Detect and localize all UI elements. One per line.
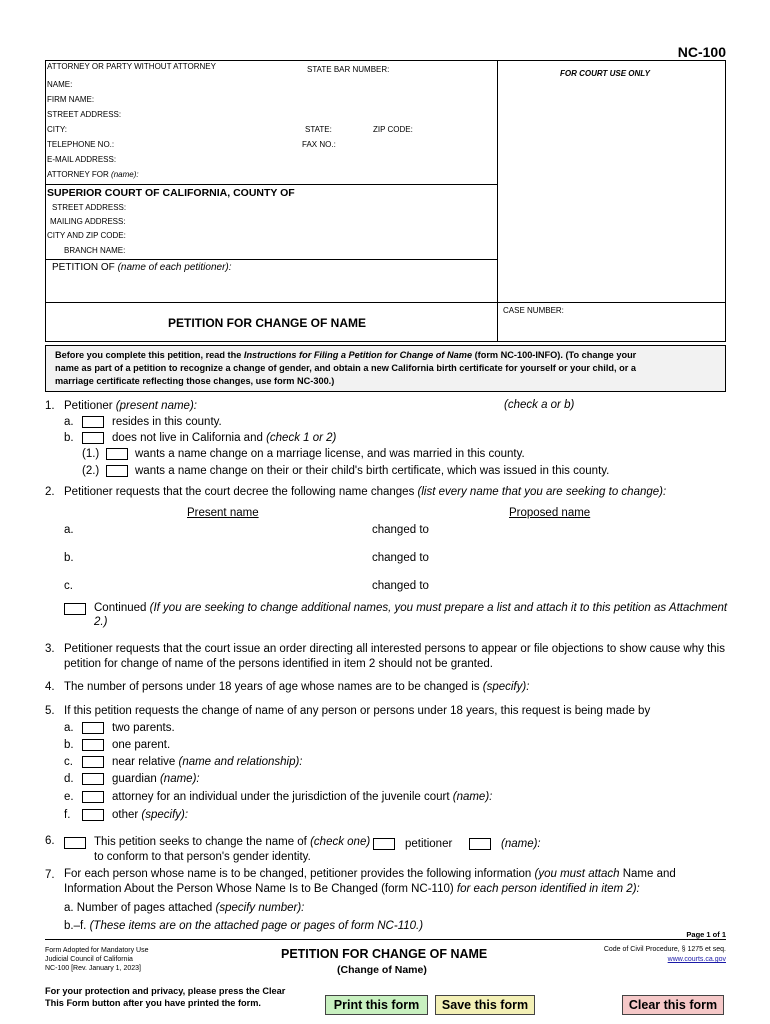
one-parent-text: one parent. — [112, 739, 171, 751]
continued-text-2: 2.) — [94, 616, 108, 628]
attorney-juvenile-text: attorney for an individual under the jurisdiction of the juvenile court (name): — [112, 791, 493, 803]
other-checkbox[interactable] — [82, 809, 104, 821]
case-number-label: CASE NUMBER: — [503, 306, 564, 315]
page-number: Page 1 of 1 — [686, 930, 726, 939]
save-form-button[interactable]: Save this form — [435, 995, 535, 1015]
item3-line-1: Petitioner requests that the court issue an order directing all interested persons to appear or file objections to show cause why this — [64, 643, 725, 655]
other-text: other (specify): — [112, 809, 189, 821]
clear-form-button[interactable]: Clear this form — [622, 995, 724, 1015]
state-label: STATE: — [305, 125, 332, 134]
footer-subtitle: (Change of Name) — [337, 964, 427, 976]
item6-line-2: to conform to that person's gender identity. — [94, 851, 311, 863]
attorney-juvenile-checkbox[interactable] — [82, 791, 104, 803]
attorney-label: ATTORNEY OR PARTY WITHOUT ATTORNEY — [47, 62, 216, 71]
petitioner-option: petitioner — [405, 838, 453, 850]
continued-text: Continued (If you are seeking to change additional names, you must prepare a list and attach it to this petition as Attachment — [94, 602, 728, 614]
state-bar-label: STATE BAR NUMBER: — [307, 65, 390, 74]
not-in-california-text: does not live in California and (check 1 or 2) — [112, 432, 337, 444]
resides-checkbox[interactable] — [82, 416, 104, 428]
name-row-a-letter: a. — [64, 524, 74, 536]
item5-text: If this petition requests the change of name of any person or persons under 18 years, this request is being made by — [64, 705, 651, 717]
form-adoption: Form Adopted for Mandatory Use Judicial Council of California NC-100 [Rev. January 1, 2023] — [45, 947, 149, 972]
caption-box — [45, 60, 726, 342]
mailing-label: MAILING ADDRESS: — [50, 217, 126, 226]
notice-line-3: marriage certificate reflecting those changes, use form NC-300.) — [55, 376, 335, 386]
attorney-for-label: ATTORNEY FOR (name): — [47, 170, 139, 179]
notice-line-1: Before you complete this petition, read the Instructions for Filing a Petition for Change of Name (form NC-100-INFO). (To change your — [55, 350, 637, 360]
firm-label: FIRM NAME: — [47, 95, 95, 104]
city-zip-label: CITY AND ZIP CODE: — [47, 231, 126, 240]
item2-number: 2. — [45, 486, 55, 498]
item6-text: This petition seeks to change the name of (check one) — [94, 836, 371, 848]
footer-title: PETITION FOR CHANGE OF NAME — [281, 947, 488, 961]
item6-number: 6. — [45, 835, 55, 847]
item1-check-hint: (check a or b) — [504, 399, 575, 411]
item5-number: 5. — [45, 705, 55, 717]
name-label: NAME: — [47, 80, 73, 89]
two-parents-checkbox[interactable] — [82, 722, 104, 734]
phone-label: TELEPHONE NO.: — [47, 140, 115, 149]
privacy-note: For your protection and privacy, please press the Clear This Form button after you have printed the form. — [45, 986, 286, 1008]
marriage-license-text: wants a name change on a marriage license, and was married in this county. — [135, 448, 525, 460]
resides-text: resides in this county. — [112, 416, 222, 428]
print-form-button[interactable]: Print this form — [325, 995, 428, 1015]
petitioner-checkbox[interactable] — [373, 838, 395, 850]
court-street-label: STREET ADDRESS: — [52, 203, 127, 212]
item7-line-2: Information About the Person Whose Name Is to Be Changed (form NC-110) for each person identified in item 2): — [64, 883, 640, 895]
email-label: E-MAIL ADDRESS: — [47, 155, 117, 164]
guardian-text: guardian (name): — [112, 773, 200, 785]
zip-label: ZIP CODE: — [373, 125, 413, 134]
page-title: PETITION FOR CHANGE OF NAME — [168, 316, 366, 330]
birth-certificate-checkbox[interactable] — [106, 465, 128, 477]
item3-line-2: petition for change of name of the persons identified in item 2 should not be granted. — [64, 658, 493, 670]
name-row-c-changed: changed to — [372, 580, 429, 592]
fax-label: FAX NO.: — [302, 140, 336, 149]
proposed-name-header: Proposed name — [509, 507, 591, 519]
continued-checkbox[interactable] — [64, 603, 86, 615]
item7-a: a. Number of pages attached (specify number): — [64, 902, 305, 914]
marriage-license-checkbox[interactable] — [106, 448, 128, 460]
branch-label: BRANCH NAME: — [64, 246, 126, 255]
name-row-b-changed: changed to — [372, 552, 429, 564]
name-row-a-changed: changed to — [372, 524, 429, 536]
court-title: SUPERIOR COURT OF CALIFORNIA, COUNTY OF — [47, 187, 295, 199]
court-use-label: FOR COURT USE ONLY — [560, 69, 650, 78]
item1-label: Petitioner (present name): — [64, 400, 197, 412]
item1-number: 1. — [45, 400, 55, 412]
name-option-checkbox[interactable] — [469, 838, 491, 850]
item4-text: The number of persons under 18 years of age whose names are to be changed is (specify): — [64, 681, 530, 693]
item3-number: 3. — [45, 643, 55, 655]
name-row-b-letter: b. — [64, 552, 74, 564]
guardian-checkbox[interactable] — [82, 773, 104, 785]
street-label: STREET ADDRESS: — [47, 110, 122, 119]
gender-identity-checkbox[interactable] — [64, 837, 86, 849]
item2-text: Petitioner requests that the court decree the following name changes (list every name that you are seeking to change): — [64, 486, 667, 498]
birth-certificate-text: wants a name change on their or their child's birth certificate, which was issued in this county. — [135, 465, 610, 477]
name-row-c-letter: c. — [64, 580, 73, 592]
present-name-header: Present name — [187, 507, 259, 519]
petition-of-label: PETITION OF (name of each petitioner): — [52, 262, 232, 273]
item7-line-1: For each person whose name is to be changed, petitioner provides the following information (you must attach Name and — [64, 868, 676, 880]
form-id: NC-100 — [677, 44, 726, 60]
item7-b: b.–f. (These items are on the attached page or pages of form NC-110.) — [64, 920, 424, 932]
courts-link[interactable]: www.courts.ca.gov — [667, 956, 726, 963]
one-parent-checkbox[interactable] — [82, 739, 104, 751]
not-in-california-checkbox[interactable] — [82, 432, 104, 444]
code-reference: Code of Civil Procedure, § 1275 et seq. — [603, 946, 726, 953]
notice-line-2: name as part of a petition to recognize a change of gender, and obtain a new California birth certificate for yourself or your child, or a — [55, 363, 636, 373]
near-relative-text: near relative (name and relationship): — [112, 756, 303, 768]
name-option-hint: (name): — [501, 838, 541, 850]
item4-number: 4. — [45, 681, 55, 693]
near-relative-checkbox[interactable] — [82, 756, 104, 768]
city-label: CITY: — [47, 125, 68, 134]
item7-number: 7. — [45, 869, 55, 881]
two-parents-text: two parents. — [112, 722, 175, 734]
